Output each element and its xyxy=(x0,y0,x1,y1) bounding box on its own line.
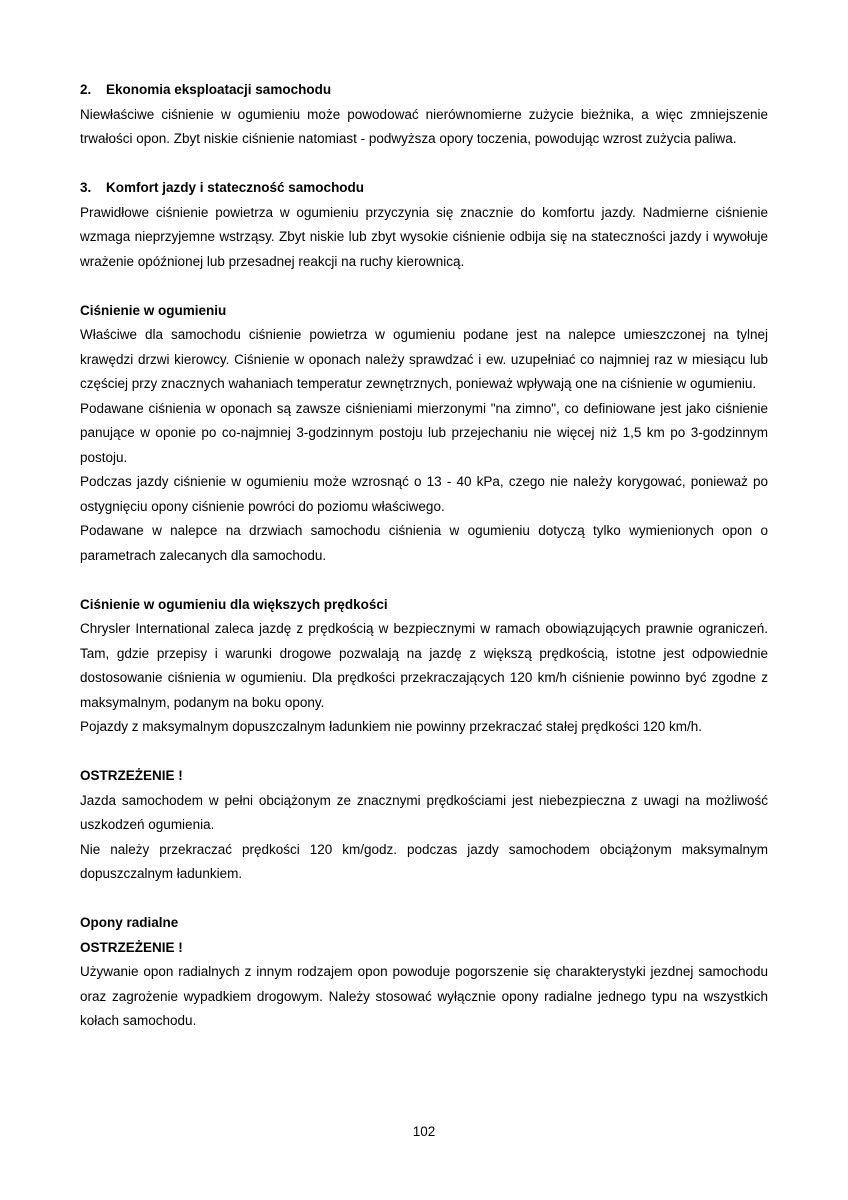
section-heading xyxy=(80,176,768,201)
section-number: 3. xyxy=(80,180,92,195)
warning-title: OSTRZEŻENIE ! xyxy=(80,939,183,955)
section-radial-tires xyxy=(80,911,768,1034)
section-title: Ciśnienie w ogumieniu xyxy=(80,302,227,318)
section-high-speed-pressure xyxy=(80,593,768,740)
paragraph: Jazda samochodem w pełni obciążonym ze znacznymi prędkościami jest niebezpieczna z uwagi na możliwość uszkodzeń ogumienia. xyxy=(80,792,768,832)
section-comfort xyxy=(80,176,768,274)
warning-title: OSTRZEŻENIE ! xyxy=(80,768,183,783)
section-title: Opony radialne xyxy=(80,915,179,930)
section-title: Komfort jazdy i stateczność samochodu xyxy=(106,180,365,195)
paragraph: Podczas jazdy ciśnienie w ogumieniu może wzrosnąć o 13 - 40 kPa, czego nie należy korygować, ponieważ po ostygnięciu opony ciśnienie powróci do poziomu właściwego. xyxy=(80,474,768,514)
section-tire-pressure xyxy=(80,299,768,569)
paragraph: Podawane ciśnienia w oponach są zawsze ciśnieniami mierzonymi "na zimno", co definiowane jest jako ciśnienie panujące w oponie po co-najmniej 3-godzinnym postoju lub przejechaniu nie więcej niż 1,5 km po 3-godzinnym postoju. xyxy=(80,400,768,465)
section-title: Ciśnienie w ogumieniu dla większych prędkości xyxy=(80,596,388,612)
page-number: 102 xyxy=(412,1124,436,1139)
section-heading xyxy=(80,78,768,103)
section-number: 2. xyxy=(80,82,92,97)
section-fuel-economy xyxy=(80,78,768,152)
paragraph: Nie należy przekraczać prędkości 120 km/godz. podczas jazdy samochodem obciążonym maksymalnym dopuszczalnym ładunkiem. xyxy=(80,841,768,881)
paragraph: Niewłaściwe ciśnienie w ogumieniu może powodować nierównomierne zużycie bieżnika, a więc zmniejszenie trwałości opon. Zbyt niskie ciśnienie natomiast - podwyższa opory toczenia, powodując wzrost zużycia paliwa. xyxy=(80,106,768,146)
section-title: Ekonomia eksploatacji samochodu xyxy=(106,82,332,97)
section-warning xyxy=(80,764,768,887)
paragraph: Pojazdy z maksymalnym dopuszczalnym ładunkiem nie powinny przekraczać stałej prędkości 120 km/h. xyxy=(80,719,703,734)
document-page xyxy=(80,78,768,1034)
paragraph: Używanie opon radialnych z innym rodzajem opon powoduje pogorszenie się charakterystyki jezdnej samochodu oraz zagrożenie wypadkiem drogowym. Należy stosować wyłącznie opony radialne jednego typu na wszystkich kołach samochodu. xyxy=(80,964,768,1028)
paragraph: Właściwe dla samochodu ciśnienie powietrza w ogumieniu podane jest na nalepce umieszczonej na tylnej krawędzi drzwi kierowcy. Ciśnienie w oponach należy sprawdzać i ew. uzupełniać co najmniej raz w miesiącu lub częściej przy znacznych wahaniach temperatur zewnętrznych, ponieważ wpływają one na ciśnienie w ogumieniu. xyxy=(80,327,768,391)
paragraph: Prawidłowe ciśnienie powietrza w ogumieniu przyczynia się znacznie do komfortu jazdy. Nadmierne ciśnienie wzmaga nieprzyjemne wstrząsy. Zbyt niskie lub zbyt wysokie ciśnienie odbija się na stateczności jazdy i wywołuje wrażenie opóźnionej lub przesadnej reakcji na ruchy kierownicą. xyxy=(80,204,768,269)
paragraph: Podawane w nalepce na drzwiach samochodu ciśnienia w ogumieniu dotyczą tylko wymienionych opon o parametrach zalecanych dla samochodu. xyxy=(80,523,768,563)
paragraph: Chrysler International zaleca jazdę z prędkością w bezpiecznymi w ramach obowiązujących prawnie ograniczeń. Tam, gdzie przepisy i warunki drogowe pozwalają na jazdę z większą prędkością, istotne jest odpowiednie dostosowanie ciśnienia w ogumieniu. Dla prędkości przekraczających 120 km/h ciśnienie powinno być zgodne z maksymalnym, podanym na boku opony. xyxy=(80,621,768,710)
